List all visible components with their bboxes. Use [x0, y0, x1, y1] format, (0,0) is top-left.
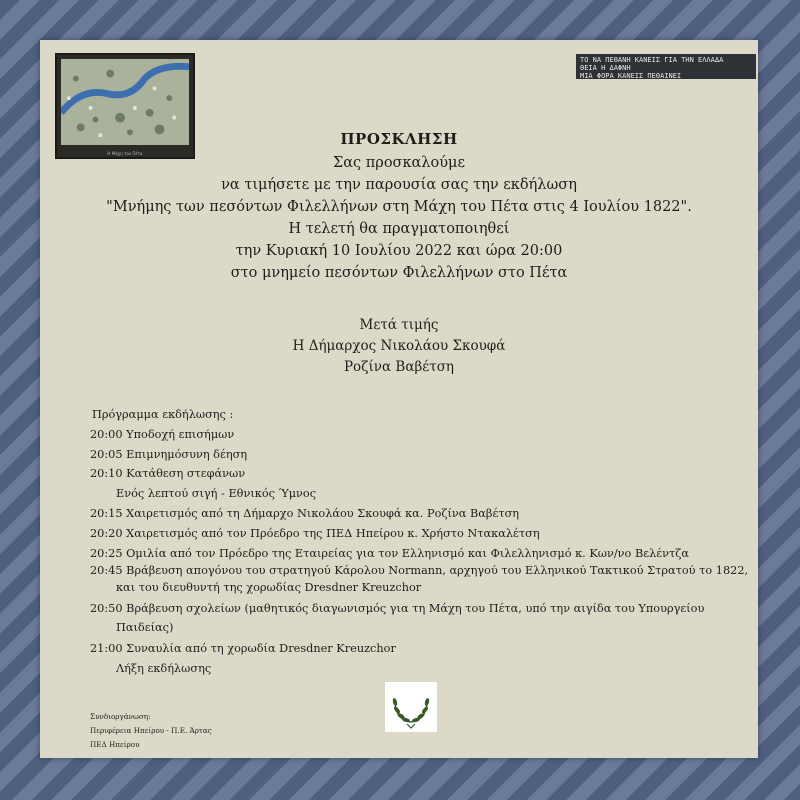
program-item: 20:15 Χαιρετισμός από τη Δήμαρχο Νικολάου Σκουφά κα. Ροζίνα Βαβέτση — [90, 506, 520, 520]
motto-line: ΤΟ ΝΑ ΠΕΘΑΝΗ ΚΑΝΕΙΣ ΓΙΑ ΤΗΝ ΕΛΛΑΔΑ — [580, 56, 724, 64]
coorganization-line: ΠΕΔ Ηπείρου — [90, 740, 140, 749]
signature-block — [40, 315, 758, 378]
program-item: 20:00 Υποδοχή επισήμων — [90, 427, 235, 441]
program-item: 20:50 Βράβευση σχολείων (μαθητικός διαγωνισμός για τη Μάχη του Πέτα, υπό την αιγίδα του Υπουργείου — [90, 602, 705, 616]
motto-line: ΘΕΙΑ Η ΔΑΦΝΗ — [580, 64, 631, 72]
invitation-line: Σας προσκαλούμε — [333, 155, 465, 171]
coorganization-block — [90, 710, 212, 752]
program-item: 20:10 Κατάθεση στεφάνων — [90, 467, 246, 481]
invitation-title: ΠΡΟΣΚΛΗΣΗ — [340, 130, 458, 148]
motto-line: ΜΙΑ ΦΟΡΑ ΚΑΝΕΙΣ ΠΕΘΑΙΝΕΙ — [580, 72, 682, 79]
invitation-line: να τιμήσετε με την παρουσία σας την εκδήλωση — [221, 177, 577, 193]
map-caption: Η Μάχη του Πέτα — [107, 151, 143, 156]
program-item-continued: και του διευθυντή της χορωδίας Dresdner Kreuzchor — [116, 581, 422, 595]
event-program — [90, 405, 750, 679]
program-item: 20:25 Ομιλία από τον Πρόεδρο της Εταιρείας για τον Ελληνισμό και Φιλελληνισμό κ. Κων/νο Βελέντζα — [90, 546, 689, 560]
invitation-body — [40, 152, 758, 284]
signature-line: Μετά τιμής — [359, 317, 439, 333]
invitation-line: την Κυριακή 10 Ιουλίου 2022 και ώρα 20:00 — [235, 243, 563, 259]
invitation-line: Η τελετή θα πραγματοποιηθεί — [288, 221, 510, 237]
program-item: 21:00 Συναυλία από τη χορωδία Dresdner Kreuzchor — [90, 642, 396, 656]
program-item: 20:45 Βράβευση απογόνου του στρατηγού Κάρολου Normann, αρχηγού του Ελληνικού Τακτικού Στρατού το 1822, — [90, 564, 749, 578]
laurel-wreath-icon — [385, 682, 437, 732]
signature-line: Η Δήμαρχος Νικολάου Σκουφά — [292, 338, 506, 354]
invitation-line: στο μνημείο πεσόντων Φιλελλήνων στο Πέτα — [230, 265, 568, 281]
signature-line: Ροζίνα Βαβέτση — [343, 359, 455, 375]
invitation-line: "Μνήμης των πεσόντων Φιλελλήνων στη Μάχη του Πέτα στις 4 Ιουλίου 1822". — [106, 199, 692, 215]
invitation-card — [40, 40, 758, 758]
motto-banner — [576, 54, 756, 79]
program-heading: Πρόγραμμα εκδήλωσης : — [92, 408, 234, 421]
program-item: Ενός λεπτού σιγή - Εθνικός Ύμνος — [116, 487, 317, 501]
program-item: 20:05 Επιμνημόσυνη δέηση — [90, 447, 248, 461]
coorganization-line: Συνδιοργάνωση: — [90, 712, 151, 721]
program-item: Λήξη εκδήλωσης — [116, 662, 212, 676]
coorganization-line: Περιφέρεια Ηπείρου - Π.Ε. Άρτας — [90, 726, 212, 735]
program-item: 20:20 Χαιρετισμός από τον Πρόεδρο της ΠΕΔ Ηπείρου κ. Χρήστο Ντακαλέτση — [90, 526, 540, 540]
program-item-continued: Παιδείας) — [116, 621, 174, 635]
